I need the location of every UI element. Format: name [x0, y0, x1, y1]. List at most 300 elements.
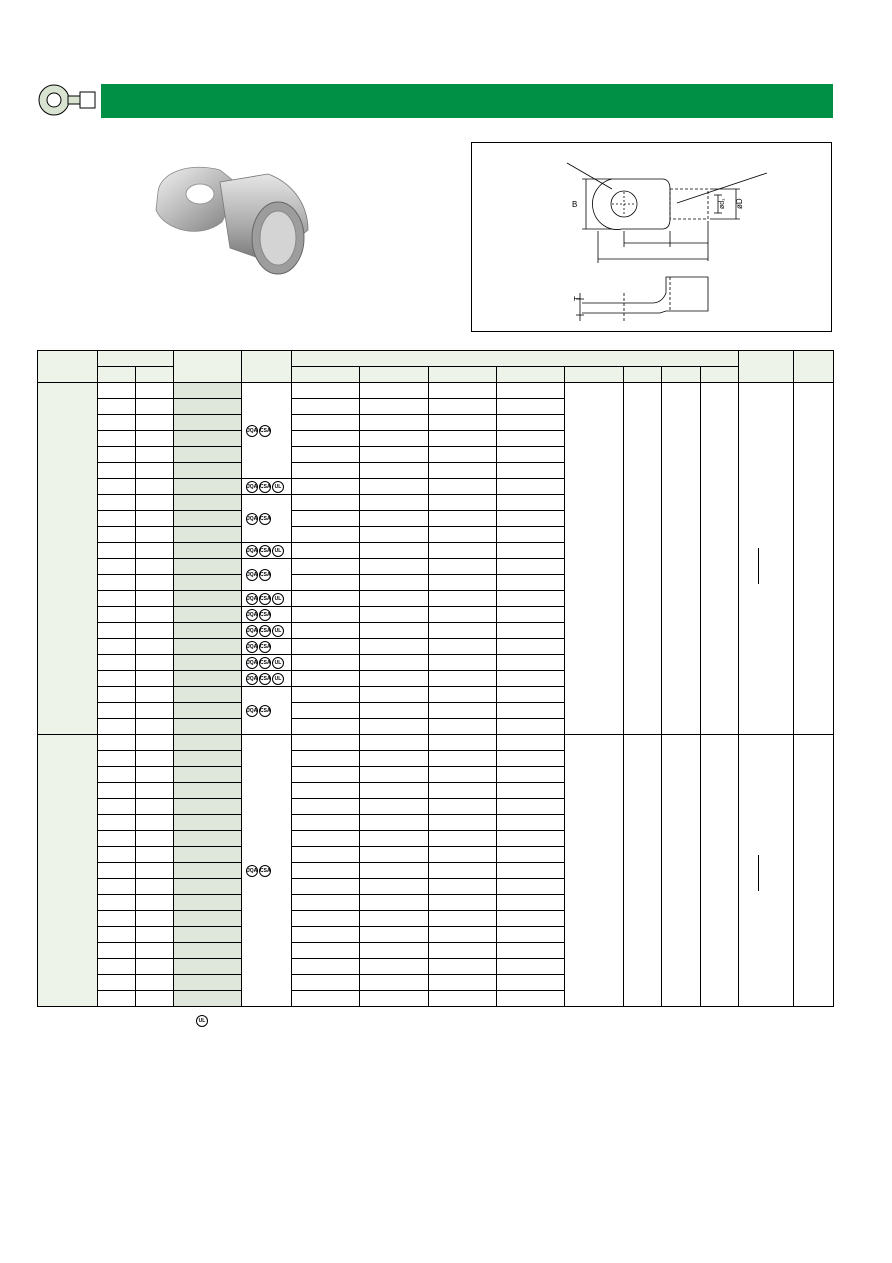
- table-cell: [136, 543, 174, 559]
- table-cell: [136, 831, 174, 847]
- table-cell: [98, 671, 136, 687]
- model-cell: [174, 751, 242, 767]
- table-cell: [98, 927, 136, 943]
- table-cell: [292, 767, 360, 783]
- table-cell: [360, 943, 429, 959]
- model-cell: [174, 895, 242, 911]
- table-cell: [360, 559, 429, 575]
- csa-mark-icon: CSA: [259, 609, 271, 621]
- header-cell: [242, 351, 292, 383]
- table-cell: [136, 591, 174, 607]
- table-cell: [429, 415, 497, 431]
- table-cell: [429, 847, 497, 863]
- model-cell: [174, 671, 242, 687]
- table-cell: [497, 831, 565, 847]
- table-cell: [292, 895, 360, 911]
- table-cell: [136, 559, 174, 575]
- table-cell: [98, 687, 136, 703]
- table-cell: [429, 479, 497, 495]
- table-cell: [429, 799, 497, 815]
- table-cell: [624, 383, 662, 735]
- model-cell: [174, 447, 242, 463]
- table-cell: [360, 911, 429, 927]
- table-cell: [497, 575, 565, 591]
- group-label: [38, 383, 98, 735]
- table-cell: [292, 463, 360, 479]
- table-cell: [497, 591, 565, 607]
- model-cell: [174, 607, 242, 623]
- table-cell: [360, 783, 429, 799]
- jqa-mark-icon: JQA: [246, 609, 258, 621]
- table-cell: [429, 447, 497, 463]
- table-cell: [136, 975, 174, 991]
- jqa-mark-icon: JQA: [246, 481, 258, 493]
- table-cell: [98, 943, 136, 959]
- table-cell: [429, 543, 497, 559]
- table-cell: [98, 575, 136, 591]
- model-cell: [174, 943, 242, 959]
- model-cell: [174, 479, 242, 495]
- table-cell: [565, 383, 624, 735]
- table-cell: [360, 719, 429, 735]
- table-cell: [497, 527, 565, 543]
- table-cell: [429, 671, 497, 687]
- table-cell: [360, 607, 429, 623]
- table-cell: [292, 959, 360, 975]
- tick-mark: [758, 855, 759, 891]
- table-cell: [739, 735, 794, 1007]
- ring-terminal-photo: [150, 152, 310, 280]
- table-cell: [136, 735, 174, 751]
- csa-mark-icon: CSA: [259, 593, 271, 605]
- csa-mark-icon: CSA: [259, 657, 271, 669]
- model-cell: [174, 783, 242, 799]
- cert-marks: [242, 495, 292, 543]
- cert-marks: [242, 735, 292, 1007]
- table-cell: [360, 431, 429, 447]
- table-cell: [98, 831, 136, 847]
- table-cell: [429, 463, 497, 479]
- table-cell: [98, 911, 136, 927]
- table-cell: [136, 847, 174, 863]
- table-cell: [292, 783, 360, 799]
- model-cell: [174, 495, 242, 511]
- table-cell: [98, 703, 136, 719]
- table-cell: [429, 879, 497, 895]
- table-cell: [98, 719, 136, 735]
- table-cell: [497, 671, 565, 687]
- table-cell: [497, 399, 565, 415]
- ul-mark-icon: UL: [272, 673, 284, 685]
- table-cell: [292, 815, 360, 831]
- table-cell: [292, 879, 360, 895]
- table-cell: [429, 527, 497, 543]
- table-cell: [497, 383, 565, 399]
- jqa-mark-icon: JQA: [246, 569, 258, 581]
- cert-marks: [242, 623, 292, 639]
- table-cell: [360, 511, 429, 527]
- table-cell: [136, 463, 174, 479]
- table-cell: [136, 639, 174, 655]
- table-cell: [292, 591, 360, 607]
- table-cell: [360, 447, 429, 463]
- table-cell: [136, 383, 174, 399]
- table-cell: [429, 831, 497, 847]
- csa-mark-icon: CSA: [259, 425, 271, 437]
- table-cell: [360, 799, 429, 815]
- csa-mark-icon: CSA: [259, 513, 271, 525]
- table-cell: [360, 879, 429, 895]
- table-cell: [98, 399, 136, 415]
- cert-marks: [242, 591, 292, 607]
- table-cell: [136, 959, 174, 975]
- table-cell: [360, 479, 429, 495]
- table-cell: [497, 895, 565, 911]
- model-cell: [174, 463, 242, 479]
- table-cell: [497, 511, 565, 527]
- table-cell: [136, 527, 174, 543]
- table-cell: [98, 447, 136, 463]
- jqa-mark-icon: JQA: [246, 657, 258, 669]
- header-cell: [360, 367, 429, 383]
- table-cell: [497, 751, 565, 767]
- ring-terminal-icon: [36, 82, 100, 118]
- table-cell: [360, 991, 429, 1007]
- model-cell: [174, 879, 242, 895]
- model-cell: [174, 911, 242, 927]
- table-cell: [497, 559, 565, 575]
- jqa-mark-icon: JQA: [246, 705, 258, 717]
- model-cell: [174, 799, 242, 815]
- table-cell: [429, 783, 497, 799]
- title-bar: [101, 84, 833, 118]
- ul-mark-icon: UL: [272, 593, 284, 605]
- table-cell: [292, 799, 360, 815]
- table-cell: [98, 815, 136, 831]
- table-cell: [497, 959, 565, 975]
- table-cell: [292, 943, 360, 959]
- table-row: [38, 735, 834, 751]
- table-cell: [292, 671, 360, 687]
- tick-mark: [758, 548, 759, 584]
- csa-mark-icon: CSA: [259, 545, 271, 557]
- csa-mark-icon: CSA: [259, 625, 271, 637]
- table-cell: [429, 815, 497, 831]
- table-cell: [360, 399, 429, 415]
- model-cell: [174, 927, 242, 943]
- ul-mark-icon: UL: [272, 657, 284, 669]
- model-cell: [174, 815, 242, 831]
- table-cell: [292, 847, 360, 863]
- table-cell: [360, 591, 429, 607]
- group-label: [38, 735, 98, 1007]
- table-cell: [360, 751, 429, 767]
- table-cell: [360, 655, 429, 671]
- table-cell: [360, 495, 429, 511]
- table-cell: [497, 479, 565, 495]
- table-body: [38, 383, 834, 1007]
- table-cell: [360, 527, 429, 543]
- table-cell: [98, 975, 136, 991]
- table-cell: [136, 511, 174, 527]
- table-cell: [98, 479, 136, 495]
- table-cell: [565, 735, 624, 1007]
- table-cell: [292, 831, 360, 847]
- cert-marks: [242, 607, 292, 623]
- table-cell: [136, 687, 174, 703]
- table-cell: [497, 879, 565, 895]
- table-cell: [429, 991, 497, 1007]
- table-cell: [98, 991, 136, 1007]
- table-cell: [98, 559, 136, 575]
- table-cell: [292, 911, 360, 927]
- table-cell: [360, 687, 429, 703]
- table-cell: [497, 607, 565, 623]
- model-cell: [174, 719, 242, 735]
- cert-marks: [242, 671, 292, 687]
- model-cell: [174, 863, 242, 879]
- table-cell: [429, 639, 497, 655]
- table-cell: [98, 879, 136, 895]
- model-cell: [174, 831, 242, 847]
- table-cell: [136, 415, 174, 431]
- table-cell: [292, 495, 360, 511]
- table-cell: [429, 927, 497, 943]
- table-cell: [429, 943, 497, 959]
- model-cell: [174, 847, 242, 863]
- ul-mark-icon: UL: [272, 545, 284, 557]
- model-cell: [174, 959, 242, 975]
- table-cell: [739, 383, 794, 735]
- table-cell: [497, 415, 565, 431]
- table-cell: [136, 751, 174, 767]
- table-cell: [98, 639, 136, 655]
- table-cell: [292, 543, 360, 559]
- table-cell: [429, 863, 497, 879]
- table-cell: [429, 767, 497, 783]
- table-cell: [429, 687, 497, 703]
- table-row: [38, 383, 834, 399]
- table-cell: [497, 735, 565, 751]
- table-cell: [98, 495, 136, 511]
- dimension-drawing: [472, 143, 833, 333]
- table-cell: [701, 383, 739, 735]
- table-cell: [429, 703, 497, 719]
- jqa-mark-icon: JQA: [246, 865, 258, 877]
- jqa-mark-icon: JQA: [246, 513, 258, 525]
- table-cell: [292, 735, 360, 751]
- model-cell: [174, 415, 242, 431]
- table-cell: [429, 959, 497, 975]
- table-cell: [429, 975, 497, 991]
- table-cell: [136, 719, 174, 735]
- table-cell: [360, 463, 429, 479]
- header-cell: [794, 351, 834, 383]
- table-cell: [497, 975, 565, 991]
- table-cell: [497, 783, 565, 799]
- table-cell: [292, 863, 360, 879]
- table-cell: [497, 431, 565, 447]
- model-cell: [174, 735, 242, 751]
- csa-mark-icon: CSA: [259, 705, 271, 717]
- csa-mark-icon: CSA: [259, 865, 271, 877]
- header-cell: [429, 367, 497, 383]
- table-cell: [497, 991, 565, 1007]
- table-cell: [292, 479, 360, 495]
- table-cell: [136, 479, 174, 495]
- table-cell: [292, 447, 360, 463]
- model-cell: [174, 703, 242, 719]
- model-cell: [174, 975, 242, 991]
- table-cell: [497, 863, 565, 879]
- header-cell: [292, 351, 739, 367]
- table-cell: [497, 703, 565, 719]
- table-cell: [360, 735, 429, 751]
- table-cell: [292, 511, 360, 527]
- table-cell: [292, 639, 360, 655]
- dim-label-d: øD: [735, 198, 744, 209]
- table-cell: [98, 383, 136, 399]
- ul-mark-icon: UL: [196, 1015, 208, 1027]
- model-cell: [174, 655, 242, 671]
- table-cell: [292, 703, 360, 719]
- table-cell: [98, 799, 136, 815]
- csa-mark-icon: CSA: [259, 569, 271, 581]
- table-cell: [429, 399, 497, 415]
- header-cell: [98, 367, 136, 383]
- table-cell: [497, 447, 565, 463]
- table-cell: [497, 655, 565, 671]
- table-cell: [292, 559, 360, 575]
- table-cell: [429, 735, 497, 751]
- table-cell: [136, 879, 174, 895]
- table-cell: [98, 767, 136, 783]
- table-cell: [662, 735, 701, 1007]
- jqa-mark-icon: JQA: [246, 425, 258, 437]
- table-cell: [98, 623, 136, 639]
- table-cell: [497, 847, 565, 863]
- header-cell: [98, 351, 174, 367]
- table-cell: [136, 863, 174, 879]
- table-cell: [136, 991, 174, 1007]
- table-cell: [136, 895, 174, 911]
- table-cell: [292, 415, 360, 431]
- table-cell: [360, 927, 429, 943]
- table-cell: [497, 639, 565, 655]
- table-cell: [429, 607, 497, 623]
- jqa-mark-icon: JQA: [246, 625, 258, 637]
- model-cell: [174, 767, 242, 783]
- cert-marks: [242, 655, 292, 671]
- table-cell: [360, 815, 429, 831]
- table-cell: [497, 623, 565, 639]
- table-cell: [292, 719, 360, 735]
- jqa-mark-icon: JQA: [246, 545, 258, 557]
- header-cell: [701, 367, 739, 383]
- table-cell: [497, 495, 565, 511]
- table-cell: [98, 527, 136, 543]
- table-cell: [98, 847, 136, 863]
- jqa-mark-icon: JQA: [246, 641, 258, 653]
- header-cell: [565, 367, 624, 383]
- csa-mark-icon: CSA: [259, 481, 271, 493]
- ul-mark-icon: UL: [272, 481, 284, 493]
- table-cell: [98, 783, 136, 799]
- model-cell: [174, 575, 242, 591]
- table-cell: [360, 623, 429, 639]
- table-cell: [429, 431, 497, 447]
- table-cell: [497, 687, 565, 703]
- table-cell: [292, 927, 360, 943]
- table-cell: [429, 511, 497, 527]
- table-cell: [136, 767, 174, 783]
- cert-marks: [242, 639, 292, 655]
- header-cell: [624, 367, 662, 383]
- table-cell: [360, 767, 429, 783]
- table-cell: [662, 383, 701, 735]
- table-cell: [136, 943, 174, 959]
- table-header: [38, 351, 834, 383]
- table-cell: [429, 575, 497, 591]
- table-cell: [136, 447, 174, 463]
- table-cell: [497, 543, 565, 559]
- table-cell: [497, 719, 565, 735]
- table-cell: [98, 735, 136, 751]
- table-cell: [429, 495, 497, 511]
- table-cell: [136, 783, 174, 799]
- model-cell: [174, 431, 242, 447]
- table-cell: [497, 927, 565, 943]
- table-cell: [497, 799, 565, 815]
- table-cell: [429, 719, 497, 735]
- table-cell: [292, 399, 360, 415]
- header-cell: [497, 367, 565, 383]
- header-cell: [662, 367, 701, 383]
- model-cell: [174, 527, 242, 543]
- header-cell: [136, 367, 174, 383]
- table-cell: [360, 415, 429, 431]
- model-cell: [174, 639, 242, 655]
- table-cell: [98, 543, 136, 559]
- header-cell: [174, 351, 242, 383]
- table-cell: [497, 767, 565, 783]
- table-cell: [794, 383, 834, 735]
- table-cell: [360, 895, 429, 911]
- table-cell: [292, 575, 360, 591]
- table-cell: [98, 511, 136, 527]
- jqa-mark-icon: JQA: [246, 673, 258, 685]
- header-cell: [38, 351, 98, 383]
- table-cell: [98, 591, 136, 607]
- table-cell: [292, 991, 360, 1007]
- model-cell: [174, 399, 242, 415]
- table-cell: [98, 431, 136, 447]
- table-cell: [136, 623, 174, 639]
- cert-marks: [242, 687, 292, 735]
- cert-marks: [242, 383, 292, 479]
- table-cell: [429, 383, 497, 399]
- table-cell: [292, 431, 360, 447]
- table-cell: [624, 735, 662, 1007]
- csa-mark-icon: CSA: [259, 673, 271, 685]
- model-cell: [174, 591, 242, 607]
- dim-label-t: T: [573, 296, 582, 301]
- table-cell: [292, 607, 360, 623]
- table-cell: [360, 543, 429, 559]
- table-cell: [429, 895, 497, 911]
- model-cell: [174, 383, 242, 399]
- table-cell: [360, 575, 429, 591]
